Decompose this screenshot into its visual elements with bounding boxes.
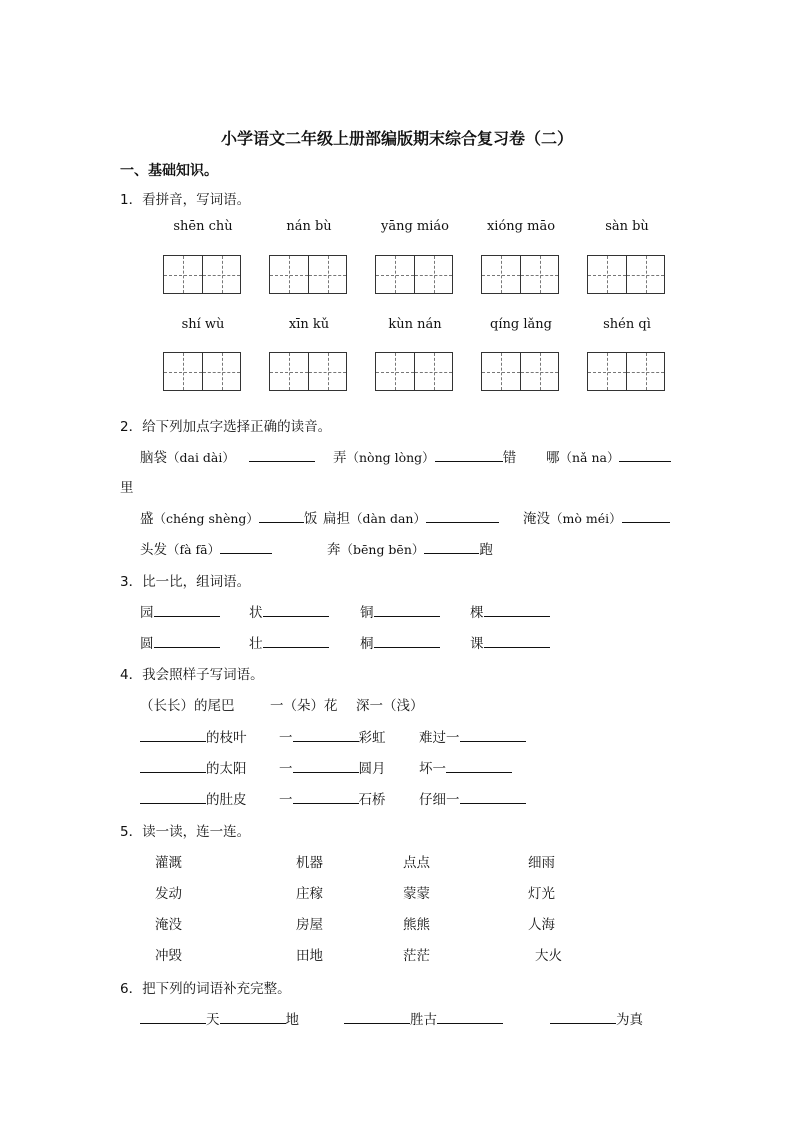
question-2-label: 2．给下列加点字选择正确的读音。: [120, 419, 332, 435]
writing-grid[interactable]: [375, 255, 453, 294]
example-phrase: （长长）的尾巴: [140, 698, 235, 714]
answer-blank[interactable]: [293, 729, 359, 742]
match-word[interactable]: 灯光: [528, 886, 555, 902]
pinyin-label: yāng miáo: [381, 219, 449, 234]
pinyin-label: kùn nán: [388, 317, 442, 332]
compare-char: 桐: [360, 636, 374, 652]
answer-blank[interactable]: [220, 1011, 286, 1024]
phrase-prefix: 仔细一: [419, 792, 460, 808]
compare-item: [470, 601, 550, 621]
writing-grid[interactable]: [587, 352, 665, 391]
phrase-suffix: 的枝叶: [206, 730, 247, 746]
writing-grid[interactable]: [269, 255, 347, 294]
idiom-item: [140, 1008, 299, 1028]
question-1-label: 1．看拼音，写词语。: [120, 192, 251, 208]
reading-item: [323, 507, 499, 527]
match-word[interactable]: 冲毁: [155, 948, 182, 964]
item-word: 脑袋: [140, 450, 167, 466]
item-suffix: 饭: [303, 511, 318, 527]
phrase-item: [140, 788, 247, 808]
compare-item: [470, 632, 550, 652]
answer-blank[interactable]: [293, 760, 359, 773]
match-word[interactable]: 熊熊: [403, 917, 430, 933]
phrase-prefix: 难过一: [419, 730, 460, 746]
answer-blank[interactable]: [426, 510, 499, 523]
compare-item: [249, 632, 329, 652]
writing-grid[interactable]: [587, 255, 665, 294]
item-word: 哪: [546, 450, 560, 466]
match-word[interactable]: 淹没: [155, 917, 182, 933]
answer-blank[interactable]: [484, 635, 550, 648]
match-word[interactable]: 茫茫: [403, 948, 430, 964]
phrase-prefix: 坏一: [419, 761, 446, 777]
compare-item: [140, 601, 220, 621]
phrase-item: [279, 788, 386, 808]
answer-blank[interactable]: [154, 604, 220, 617]
item-word: 扁担: [323, 511, 350, 527]
match-word[interactable]: 点点: [403, 855, 430, 871]
reading-item: [140, 538, 272, 558]
question-6-label: 6．把下列的词语补充完整。: [120, 981, 291, 997]
reading-item: [523, 507, 670, 527]
answer-blank[interactable]: [484, 604, 550, 617]
phrase-item: [279, 757, 386, 777]
match-word[interactable]: 田地: [296, 948, 323, 964]
item-pinyin: （bēng bēn）: [340, 542, 425, 557]
compare-char: 园: [140, 605, 154, 621]
phrase-suffix: 圆月: [358, 761, 386, 777]
writing-grid[interactable]: [481, 255, 559, 294]
pinyin-label: nán bù: [286, 219, 332, 234]
answer-blank[interactable]: [259, 510, 304, 523]
item-suffix: 错: [502, 450, 517, 466]
item-pinyin: （mò méi）: [550, 511, 622, 526]
answer-blank[interactable]: [374, 604, 440, 617]
match-word[interactable]: 庄稼: [296, 886, 323, 902]
writing-grid[interactable]: [163, 255, 241, 294]
item-pinyin: （chéng shèng）: [153, 511, 259, 526]
match-word[interactable]: 蒙蒙: [403, 886, 430, 902]
match-word[interactable]: 灌溉: [155, 855, 182, 871]
answer-blank[interactable]: [140, 760, 206, 773]
item-pinyin: （dai dài）: [167, 450, 235, 465]
match-word[interactable]: 机器: [296, 855, 323, 871]
answer-blank[interactable]: [550, 1011, 616, 1024]
compare-item: [140, 632, 220, 652]
compare-char: 课: [470, 636, 484, 652]
compare-char: 圆: [140, 636, 154, 652]
answer-blank[interactable]: [263, 604, 329, 617]
answer-blank[interactable]: [435, 449, 503, 462]
compare-char: 壮: [249, 636, 263, 652]
answer-blank[interactable]: [220, 541, 272, 554]
answer-blank[interactable]: [437, 1011, 503, 1024]
item-pinyin: （nòng lòng）: [346, 450, 435, 465]
idiom-char: 为真: [616, 1012, 643, 1028]
item-word: 盛: [140, 511, 154, 527]
pinyin-label: qíng lǎng: [490, 317, 552, 332]
answer-blank[interactable]: [344, 1011, 410, 1024]
idiom-char: 胜古: [410, 1012, 437, 1028]
answer-blank[interactable]: [460, 729, 526, 742]
writing-grid[interactable]: [375, 352, 453, 391]
item-suffix: 跑: [479, 542, 493, 558]
idiom-char: 地: [285, 1012, 299, 1028]
section-heading: 一、基础知识。: [120, 163, 218, 179]
compare-char: 状: [249, 605, 263, 621]
pinyin-label: xīn kǔ: [288, 317, 330, 332]
answer-blank[interactable]: [622, 510, 670, 523]
idiom-item: [550, 1008, 643, 1028]
phrase-item: [419, 788, 526, 808]
answer-blank[interactable]: [424, 541, 479, 554]
answer-blank[interactable]: [249, 449, 315, 462]
idiom-char: 天: [206, 1012, 220, 1028]
answer-blank[interactable]: [460, 791, 526, 804]
example-phrase: 深一（浅）: [356, 698, 424, 714]
match-word[interactable]: 房屋: [296, 917, 323, 933]
phrase-item: [419, 757, 512, 777]
match-word[interactable]: 大火: [535, 948, 562, 964]
pinyin-label: xióng māo: [486, 219, 556, 234]
question-5-label: 5．读一读，连一连。: [120, 824, 251, 840]
phrase-prefix: 一: [279, 761, 293, 777]
writing-grid[interactable]: [163, 352, 241, 391]
item-word: 奔: [327, 542, 341, 558]
item-word: 头发: [140, 542, 167, 558]
answer-blank[interactable]: [619, 449, 671, 462]
match-word[interactable]: 细雨: [528, 855, 555, 871]
item-word: 弄: [333, 450, 347, 466]
pinyin-label: shén qì: [603, 317, 651, 332]
answer-blank[interactable]: [140, 1011, 206, 1024]
answer-blank[interactable]: [293, 791, 359, 804]
answer-blank[interactable]: [446, 760, 512, 773]
compare-item: [360, 601, 440, 621]
pinyin-label: sàn bù: [605, 219, 649, 234]
item-pinyin: （fà fā）: [167, 542, 221, 557]
answer-blank[interactable]: [374, 635, 440, 648]
reading-item: [333, 446, 516, 466]
idiom-item: [344, 1008, 503, 1028]
answer-blank[interactable]: [140, 791, 206, 804]
reading-item: [546, 446, 671, 466]
answer-blank[interactable]: [140, 729, 206, 742]
reading-item: [140, 507, 317, 527]
pinyin-label: shí wù: [181, 317, 225, 332]
item-wrap-text: 里: [120, 480, 134, 496]
question-3-label: 3．比一比，组词语。: [120, 574, 251, 590]
item-pinyin: （dàn dan）: [350, 511, 426, 526]
answer-blank[interactable]: [154, 635, 220, 648]
match-word[interactable]: 发动: [155, 886, 182, 902]
phrase-prefix: 一: [279, 792, 293, 808]
writing-grid[interactable]: [269, 352, 347, 391]
page-title: 小学语文二年级上册部编版期末综合复习卷（二）: [220, 129, 573, 148]
reading-item: [327, 538, 493, 558]
writing-grid[interactable]: [481, 352, 559, 391]
phrase-suffix: 的肚皮: [206, 792, 247, 808]
reading-item: [140, 446, 315, 466]
compare-char: 铜: [360, 605, 374, 621]
compare-item: [360, 632, 440, 652]
question-4-label: 4．我会照样子写词语。: [120, 667, 264, 683]
phrase-suffix: 彩虹: [358, 730, 386, 746]
item-word: 淹没: [523, 511, 550, 527]
phrase-prefix: 一: [279, 730, 293, 746]
phrase-item: [419, 726, 526, 746]
phrase-suffix: 的太阳: [206, 761, 247, 777]
item-pinyin: （nǎ na）: [559, 450, 620, 465]
compare-char: 棵: [470, 605, 484, 621]
answer-blank[interactable]: [263, 635, 329, 648]
pinyin-label: shēn chù: [173, 219, 233, 234]
phrase-item: [140, 757, 247, 777]
phrase-item: [140, 726, 247, 746]
phrase-suffix: 石桥: [358, 792, 386, 808]
match-word[interactable]: 人海: [528, 917, 555, 933]
phrase-item: [279, 726, 386, 746]
compare-item: [249, 601, 329, 621]
example-phrase: 一（朵）花: [270, 698, 338, 714]
